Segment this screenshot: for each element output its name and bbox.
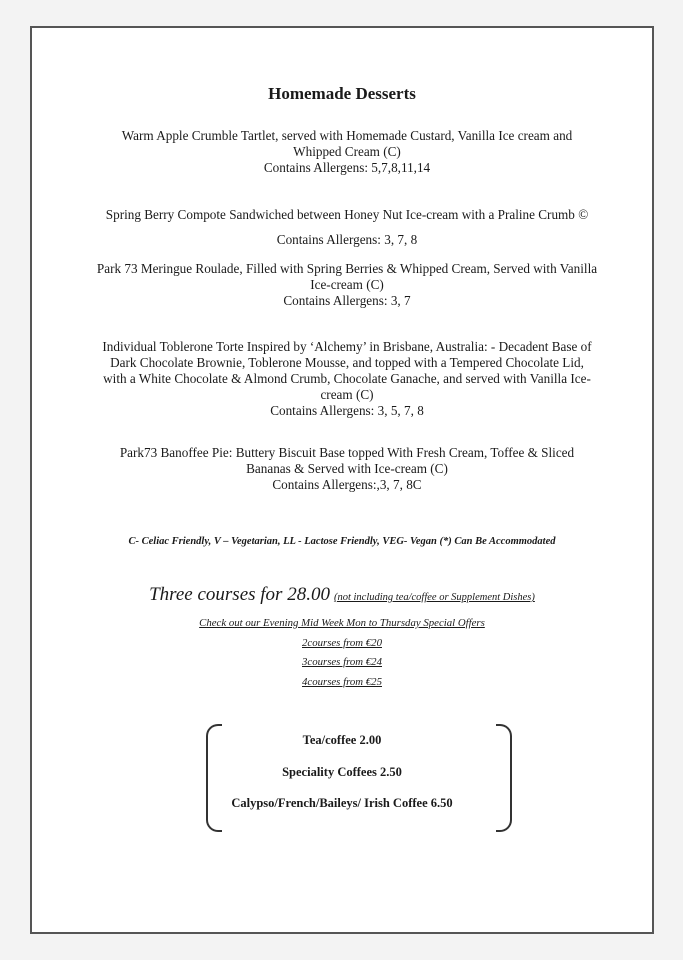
dietary-legend: C- Celiac Friendly, V – Vegetarian, LL - Lactose Friendly, VEG- Vegan (*) Can Be Accommodated [128, 536, 556, 547]
dessert-description-line: Bananas & Served with Ice-cream (C) [246, 461, 448, 476]
promo-line: 4courses from €25 [302, 676, 382, 688]
menu-page [30, 26, 654, 934]
dessert-item-meringue-roulade [82, 261, 612, 309]
dessert-allergens: Contains Allergens: 5,7,8,11,14 [263, 160, 431, 175]
promo-line: 3courses from €24 [302, 656, 382, 668]
dessert-item-toblerone-torte [82, 339, 612, 419]
dessert-allergens: Contains Allergens: 3, 7, 8 [276, 232, 418, 247]
dessert-description-line: Warm Apple Crumble Tartlet, served with Homemade Custard, Vanilla Ice cream and [121, 128, 573, 143]
dessert-description-line: Park 73 Meringue Roulade, Filled with Spring Berries & Whipped Cream, Served with Vanilla [96, 261, 598, 276]
dessert-allergens: Contains Allergens:,3, 7, 8C [272, 477, 422, 492]
menu-title: Homemade Desserts [268, 84, 416, 103]
dessert-description-line: Individual Toblerone Torte Inspired by ‘Alchemy’ in Brisbane, Australia: - Decadent Base of [102, 339, 592, 354]
dessert-item-banoffee-pie [82, 445, 612, 493]
dessert-description-line: Park73 Banoffee Pie: Buttery Biscuit Base topped With Fresh Cream, Toffee & Sliced [119, 445, 575, 460]
dessert-description-line: Dark Chocolate Brownie, Toblerone Mousse, and topped with a Tempered Chocolate Lid, [110, 355, 584, 370]
offer-note: (not including tea/coffee or Supplement Dishes) [333, 592, 535, 603]
drink-speciality-coffees: Speciality Coffees 2.50 [282, 765, 402, 779]
dessert-item-apple-crumble [82, 128, 612, 176]
promo-heading: Check out our Evening Mid Week Mon to Thursday Special Offers [199, 617, 485, 629]
dessert-description-line: cream (C) [320, 387, 374, 402]
dessert-description-line: Whipped Cream (C) [293, 144, 401, 159]
three-course-offer [32, 584, 652, 606]
dessert-description-line: Spring Berry Compote Sandwiched between Honey Nut Ice-cream with a Praline Crumb © [105, 207, 589, 222]
dessert-allergens: Contains Allergens: 3, 7 [283, 293, 411, 308]
dessert-allergens: Contains Allergens: 3, 5, 7, 8 [270, 403, 424, 418]
dessert-description-line: Ice-cream (C) [310, 277, 384, 292]
dessert-item-berry-compote [82, 207, 612, 248]
dessert-description-line: with a White Chocolate & Almond Crumb, Chocolate Ganache, and served with Vanilla Ice- [103, 371, 591, 386]
drink-tea-coffee: Tea/coffee 2.00 [302, 733, 382, 747]
drink-liqueur-coffees: Calypso/French/Baileys/ Irish Coffee 6.50 [231, 796, 453, 810]
promo-line: 2courses from €20 [302, 637, 382, 649]
offer-price: Three courses for 28.00 [149, 584, 330, 605]
